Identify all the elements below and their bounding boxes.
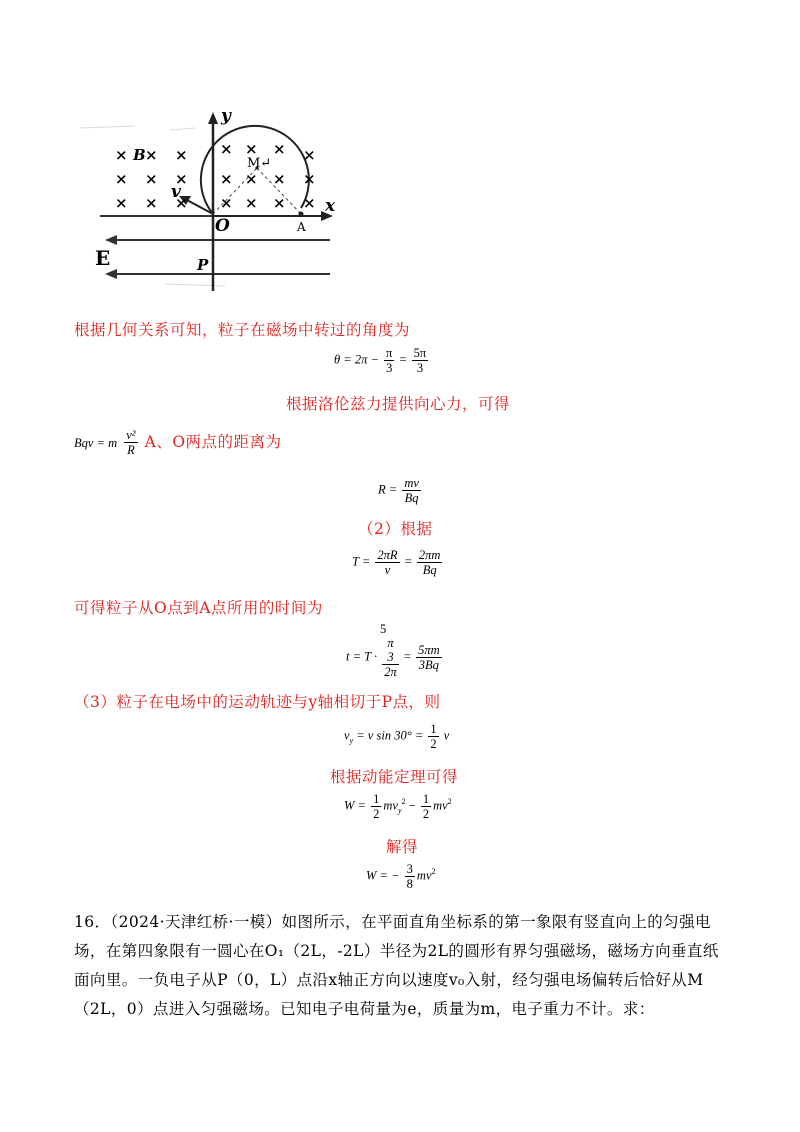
- solution-text-8: 解得: [386, 838, 419, 856]
- field-cross: ×: [145, 170, 158, 188]
- field-cross: ×: [175, 170, 188, 188]
- solution-text-4: （2）根据: [358, 520, 433, 538]
- equation-time: t = T · π 3 2π = $\frac{5\pi m}{3Bq}$: [346, 636, 440, 679]
- field-cross: ×: [115, 194, 128, 212]
- solution-text-5: 可得粒子从O点到A点所用的时间为: [74, 599, 323, 617]
- equation-work-result: W = − $\frac{3}{8}$ $mv^2$: [366, 862, 436, 891]
- field-cross: ×: [145, 194, 158, 212]
- equation-time-top: 5: [380, 622, 387, 636]
- field-cross: ×: [303, 170, 316, 188]
- field-cross: ×: [273, 170, 286, 188]
- field-cross: ×: [303, 146, 316, 164]
- problem-16-line-4: （2L，0）点进入匀强磁场。已知电子电荷量为e，质量为m，电子重力不计。求：: [74, 1000, 655, 1018]
- solution-text-1: 根据几何关系可知，粒子在磁场中转过的角度为: [74, 321, 411, 339]
- equation-vy: $v_y = v$ sin 30° = $\frac{1}{2}$ v: [344, 722, 450, 751]
- field-cross: ×: [303, 194, 316, 212]
- problem-16-line-1: 16．（2024·天津红桥·一模）如图所示，在平面直角坐标系的第一象限有竖直向上的匀强电: [74, 913, 711, 931]
- field-cross: ×: [175, 194, 188, 212]
- field-cross: ×: [273, 140, 286, 158]
- problem-16-line-2: 场，在第四象限有一圆心在O₁（2L，-2L）半径为2L的圆形有界匀强磁场，磁场方向垂直纸: [74, 942, 719, 960]
- origin-label: O: [215, 216, 230, 236]
- point-m-label: M↵: [247, 156, 272, 171]
- field-cross: ×: [145, 146, 158, 164]
- field-cross: ×: [175, 146, 188, 164]
- solution-text-2: 根据洛伦兹力提供向心力，可得: [286, 395, 511, 413]
- field-cross: ×: [273, 194, 286, 212]
- y-axis-label: y: [221, 106, 231, 126]
- b-field-label: B: [133, 146, 146, 164]
- equation-theta: θ = 2π − $\frac{\pi}{3}$ = $\frac{5\pi}{3}$: [334, 346, 427, 375]
- field-cross: ×: [245, 140, 258, 158]
- field-cross: ×: [245, 170, 258, 188]
- field-cross: ×: [115, 146, 128, 164]
- solution-text-3: A、O两点的距离为: [144, 433, 282, 451]
- field-cross: ×: [220, 170, 233, 188]
- field-cross: ×: [115, 170, 128, 188]
- field-cross: ×: [220, 140, 233, 158]
- problem-16-text: [74, 908, 734, 1024]
- equation-radius: R = $\frac{mv}{Bq}$: [378, 476, 419, 505]
- equation-bqv-row: Bqv = m $\frac{\text{v²}}{R}$ A、O两点的距离为: [74, 428, 282, 457]
- solution-text-6: （3）粒子在电场中的运动轨迹与y轴相切于P点，则: [74, 693, 441, 711]
- field-cross: ×: [245, 194, 258, 212]
- problem-16-line-3: 面向里。一负电子从P（0，L）点沿x轴正方向以速度v₀入射，经匀强电场偏转后恰好从M: [74, 971, 704, 989]
- field-cross: ×: [220, 194, 233, 212]
- physics-figure: [75, 106, 345, 298]
- point-p-label: P: [197, 256, 209, 274]
- equation-work: W = $\frac{1}{2}$ $mv_y^2$ − $\frac{1}{2}$ $mv^2$: [344, 792, 452, 821]
- e-field-label: E: [95, 246, 111, 270]
- equation-period: T = $\frac{2\pi R}{v}$ = $\frac{2\pi m}{Bq}$: [352, 548, 441, 577]
- solution-text-7: 根据动能定理可得: [330, 768, 459, 786]
- point-a-label: A: [297, 220, 306, 234]
- x-axis-label: x: [325, 196, 336, 216]
- velocity-label: v: [171, 182, 181, 202]
